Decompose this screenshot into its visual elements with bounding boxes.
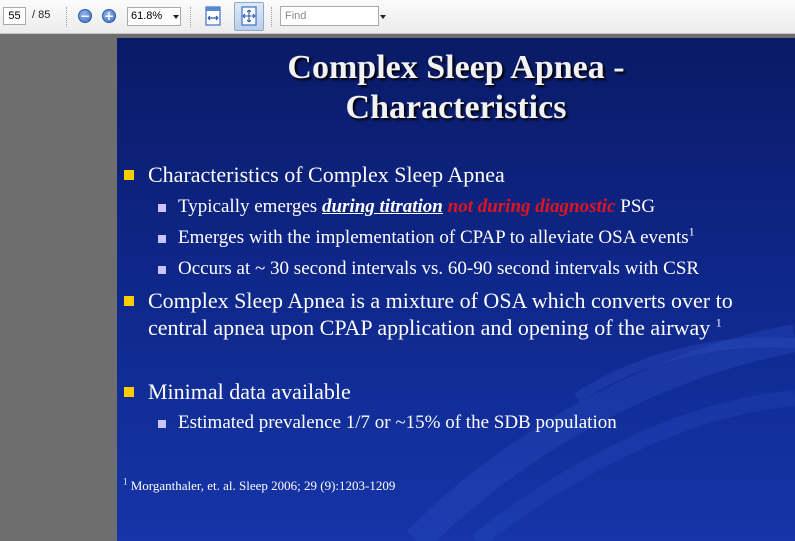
bullet-characteristics: [148, 161, 505, 188]
page-number-input[interactable]: [3, 7, 26, 25]
bullet-text: Minimal data available: [148, 379, 351, 404]
find-input[interactable]: [280, 6, 379, 26]
bullet-square-icon: [124, 387, 134, 397]
sub-bullet-emerges-titration: [178, 195, 655, 219]
toolbar-separator: [271, 7, 273, 27]
footnote: [123, 478, 395, 494]
sub-bullet-text-post: PSG: [615, 196, 656, 217]
zoom-value: 61.8%: [131, 10, 163, 22]
sub-bullet-text: Estimated prevalence 1/7 or ~15% of the SDB population: [178, 412, 617, 433]
citation-superscript: 1: [715, 315, 722, 330]
emphasis-not-during-diagnostic: not during diagnostic: [442, 196, 616, 217]
footnote-superscript: 1: [123, 476, 128, 487]
fit-page-button[interactable]: [234, 2, 264, 31]
zoom-in-icon[interactable]: +: [103, 9, 115, 23]
sub-bullet-square-icon: [158, 204, 166, 212]
toolbar-separator: [190, 7, 192, 27]
sub-bullet-square-icon: [158, 266, 166, 274]
sub-bullet-prevalence: [178, 411, 617, 435]
fit-width-icon: [198, 2, 228, 31]
slide-title: [117, 48, 795, 128]
slide-title-line1: Complex Sleep Apnea -: [287, 49, 625, 86]
bullet-square-icon: [124, 170, 134, 180]
bullet-square-icon: [124, 296, 134, 306]
sub-bullet-text: Occurs at ~ 30 second intervals vs. 60-90 second intervals with CSR: [178, 258, 700, 279]
bullet-text: Characteristics of Complex Sleep Apnea: [148, 162, 505, 187]
sub-bullet-intervals: [178, 257, 699, 281]
chevron-down-icon: [173, 15, 179, 19]
slide-title-line2: Characteristics: [345, 89, 567, 126]
sub-bullet-text-pre: Typically emerges: [178, 196, 322, 217]
page-total: / 85: [32, 9, 51, 21]
emphasis-during-titration: during titration: [321, 196, 443, 217]
zoom-out-icon[interactable]: −: [79, 9, 91, 23]
footnote-text: Morganthaler, et. al. Sleep 2006; 29 (9):1203-1209: [127, 478, 396, 493]
bullet-text: Complex Sleep Apnea is a mixture of OSA which converts over to central apnea upon CPAP application and opening of the airway: [148, 288, 733, 340]
toolbar-separator: [66, 7, 68, 27]
sub-bullet-cpap-implementation: [178, 226, 695, 250]
fit-page-icon: [235, 3, 263, 30]
sub-bullet-square-icon: [158, 420, 166, 428]
pdf-toolbar: [0, 0, 795, 34]
sub-bullet-text: Emerges with the implementation of CPAP to alleviate OSA events: [178, 227, 689, 248]
zoom-select[interactable]: [127, 7, 181, 26]
presentation-slide: [117, 38, 795, 541]
sub-bullet-square-icon: [158, 235, 166, 243]
bullet-minimal-data: [148, 378, 351, 405]
fit-width-button[interactable]: [198, 2, 228, 31]
bullet-mixture: [148, 287, 788, 341]
citation-superscript: 1: [688, 224, 695, 239]
find-options-chevron-down-icon[interactable]: [380, 15, 386, 19]
